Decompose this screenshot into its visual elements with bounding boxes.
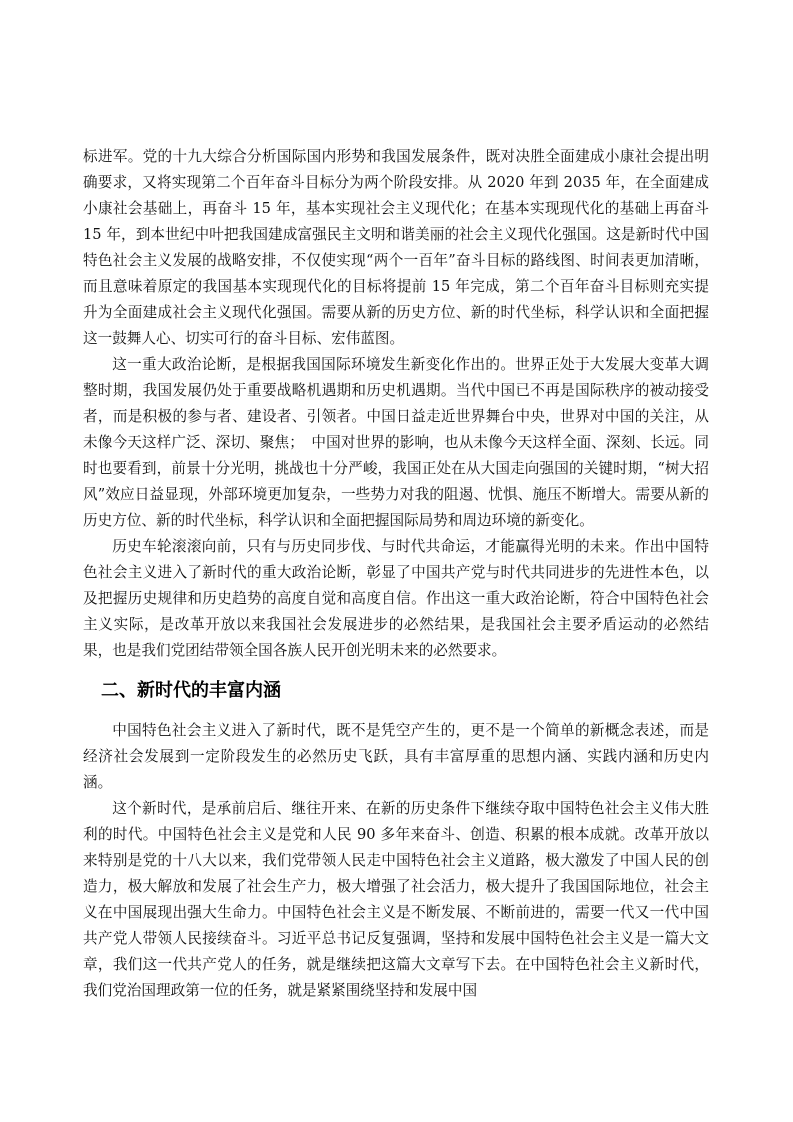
paragraph-1: 标进军。党的十九大综合分析国际国内形势和我国发展条件，既对决胜全面建成小康社会提出明确要求，又将实现第二个百年奋斗目标分为两个阶段安排。从 2020 年到 2035 年，在全面建成小康社会基础上，再奋斗 15 年，基本实现社会主义现代化；在基本实现现代化的基础上再奋斗 15 年，到本世纪中叶把我国建成富强民主文明和谐美丽的社会主义现代化强国。这是新时代中国特色社会主义发展的战略安排，不仅使实现“两个一百年”奋斗目标的路线图、时间表更加清晰，而且意味着原定的我国基本实现现代化的目标将提前 15 年完成，第二个百年奋斗目标则充实提升为全面建成社会主义现代化强国。需要从新的历史方位、新的时代坐标，科学认识和全面把握这一鼓舞人心、切实可行的奋斗目标、宏伟蓝图。 (83, 148, 709, 347)
paragraph-5: 这个新时代，是承前启后、继往开来、在新的历史条件下继续夺取中国特色社会主义伟大胜利的时代。中国特色社会主义是党和人民 90 多年来奋斗、创造、积累的根本成就。改革开放以来特别是党的十八大以来，我们党带领人民走中国特色社会主义道路，极大激发了中国人民的创造力，极大解放和发展了社会生产力，极大增强了社会活力，极大提升了我国国际地位，社会主义在中国展现出强大生命力。中国特色社会主义是不断发展、不断前进的，需要一代又一代中国共产党人带领人民接续奋斗。习近平总书记反复强调，坚持和发展中国特色社会主义是一篇大文章，我们这一代共产党人的任务，就是继续把这篇大文章写下去。在中国特色社会主义新时代，我们党治国理政第一位的任务，就是紧紧围绕坚持和发展中国 (83, 800, 709, 999)
paragraph-3: 历史车轮滚滚向前，只有与历史同步伐、与时代共命运，才能赢得光明的未来。作出中国特色社会主义进入了新时代的重大政治论断，彰显了中国共产党与时代共同进步的先进性本色，以及把握历史规律和历史趋势的高度自觉和高度自信。作出这一重大政治论断，符合中国特色社会主义实际，是改革开放以来我国社会发展进步的必然结果，是我国社会主要矛盾运动的必然结果，也是我们党团结带领全国各族人民开创光明未来的必然要求。 (83, 538, 709, 659)
document-body (83, 144, 709, 1004)
section-heading: 二、新时代的丰富内涵 (101, 680, 281, 701)
paragraph-2: 这一重大政治论断，是根据我国国际环境发生新变化作出的。世界正处于大发展大变革大调整时期，我国发展仍处于重要战略机遇期和历史机遇期。当代中国已不再是国际秩序的被动接受者，而是积极的参与者、建设者、引领者。中国日益走近世界舞台中央，世界对中国的关注，从未像今天这样广泛、深切、聚焦； 中国对世界的影响，也从未像今天这样全面、深刻、长远。同时也要看到，前景十分光明，挑战也十分严峻，我国正处在从大国走向强国的关键时期，“树大招风”效应日益显现，外部环境更加复杂，一些势力对我的阻遏、忧惧、施压不断增大。需要从新的历史方位、新的时代坐标，科学认识和全面把握国际局势和周边环境的新变化。 (83, 356, 709, 529)
paragraph-4: 中国特色社会主义进入了新时代，既不是凭空产生的，更不是一个简单的新概念表述，而是经济社会发展到一定阶段发生的必然历史飞跃，具有丰富厚重的思想内涵、实践内涵和历史内涵。 (83, 722, 709, 791)
